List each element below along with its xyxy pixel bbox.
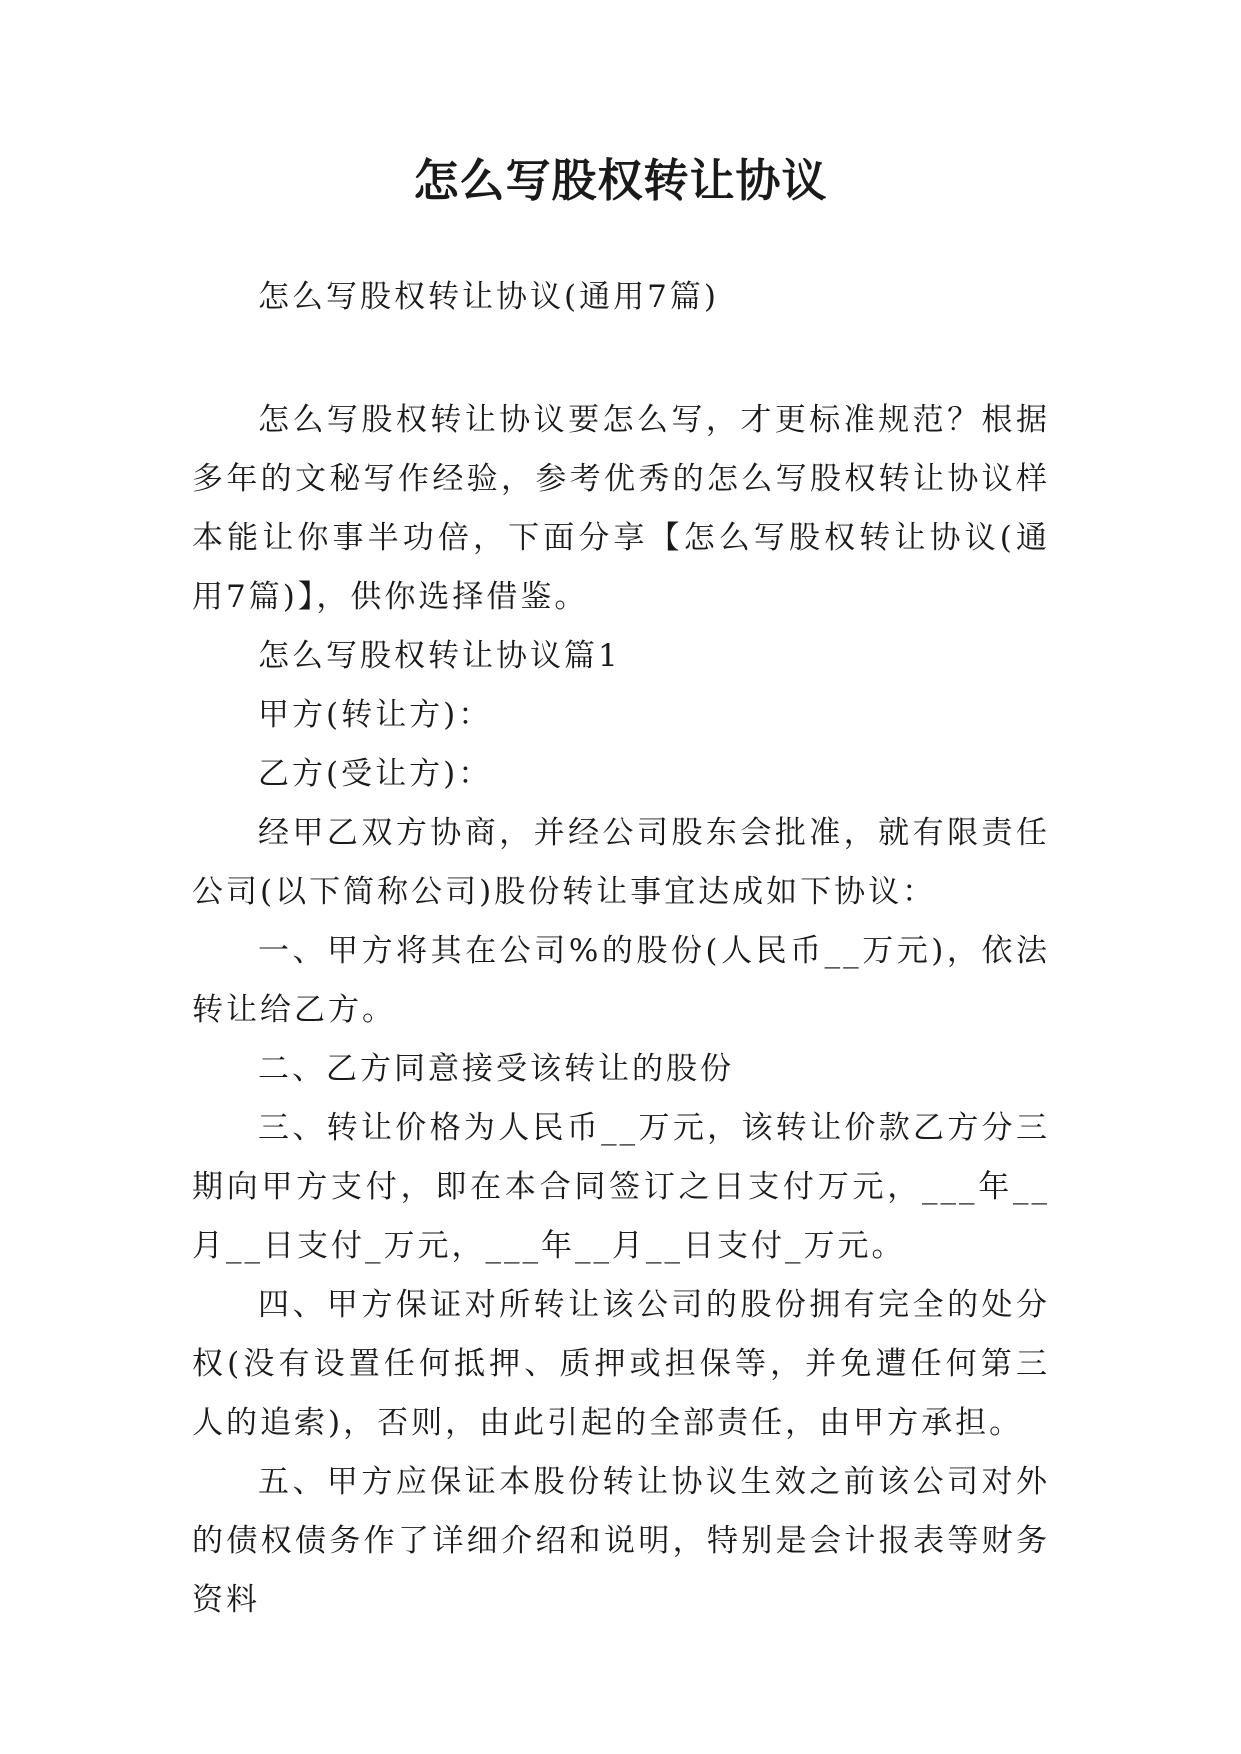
document-body [192,268,1050,1630]
clause-4: 四、甲方保证对所转让该公司的股份拥有完全的处分权(没有设置任何抵押、质押或担保等，并免遭任何第三人的追索)，否则，由此引起的全部责任，由甲方承担。 [192,1287,1050,1441]
clause-5: 五、甲方应保证本股份转让协议生效之前该公司对外的债权债务作了详细介绍和说明，特别是会计报表等财务资料 [192,1464,1050,1618]
document-subtitle: 怎么写股权转让协议(通用7篇) [258,279,719,315]
party-a-line: 甲方(转让方)： [258,697,493,733]
section-heading: 怎么写股权转让协议篇1 [258,638,621,674]
document-title: 怎么写股权转让协议 [413,154,828,207]
clause-1: 一、甲方将其在公司%的股份(人民币__万元)，依法转让给乙方。 [192,933,1050,1028]
intro-paragraph: 怎么写股权转让协议要怎么写，才更标准规范？根据多年的文秘写作经验，参考优秀的怎么写股权转让协议样本能让你事半功倍，下面分享【怎么写股权转让协议(通用7篇)】，供你选择借鉴。 [192,402,1050,615]
clause-3: 三、转让价格为人民币__万元，该转让价款乙方分三期向甲方支付，即在本合同签订之日支付万元，___年__月__日支付_万元，___年__月__日支付_万元。 [192,1110,1050,1264]
clause-2: 二、乙方同意接受该转让的股份 [258,1051,734,1087]
agreement-preamble: 经甲乙双方协商，并经公司股东会批准，就有限责任公司(以下简称公司)股份转让事宜达成如下协议： [192,815,1050,910]
party-b-line: 乙方(受让方)： [258,756,493,792]
